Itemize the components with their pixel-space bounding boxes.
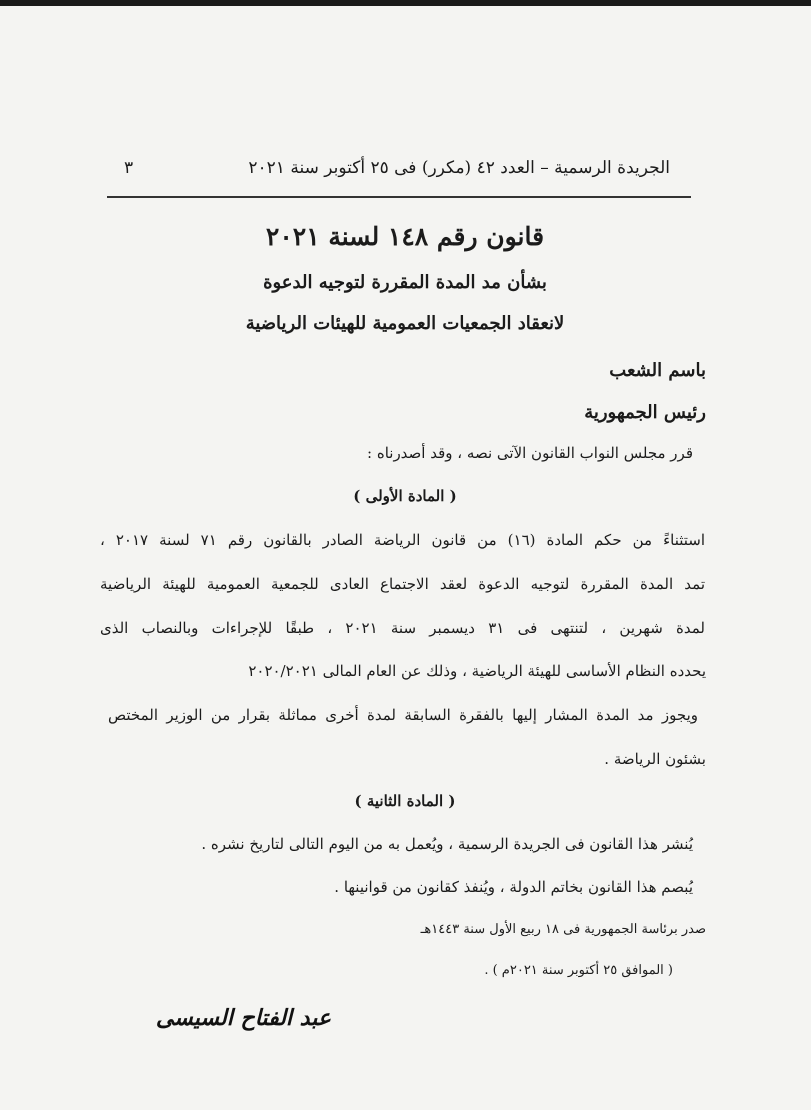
article-1-line: بشئون الرياضة . xyxy=(604,750,706,768)
issued-line: صدر برئاسة الجمهورية فى ١٨ ربيع الأول سنة ١٤٤٣هـ xyxy=(420,922,706,937)
article-1-heading: ( المادة الأولى ) xyxy=(353,487,457,505)
in-name-of-people: باسم الشعب xyxy=(609,360,706,381)
article-1-line: تمد المدة المقررة لتوجيه الدعوة لعقد الاجتماع العادى للجمعية العمومية للهيئة الرياضية xyxy=(100,575,705,593)
article-1-line: يحدده النظام الأساسى للهيئة الرياضية ، وذلك عن العام المالى ٢٠٢٠/٢٠٢١ xyxy=(248,662,706,680)
page-header xyxy=(110,156,670,186)
article-2-heading: ( المادة الثانية ) xyxy=(354,792,456,810)
page-number: ٣ xyxy=(124,158,134,178)
corresponding-date: ( الموافق ٢٥ أكتوبر سنة ٢٠٢١م ) . xyxy=(484,963,673,978)
president-heading: رئيس الجمهورية xyxy=(584,402,706,423)
article-1-line: ويجوز مد المدة المشار إليها بالفقرة السابقة لمدة أخرى مماثلة بقرار من الوزير المختص xyxy=(108,706,698,724)
article-1-line: لمدة شهرين ، لتنتهى فى ٣١ ديسمبر سنة ٢٠٢١ ، طبقًا للإجراءات وبالنصاب الذى xyxy=(100,619,705,637)
law-title: قانون رقم ١٤٨ لسنة ٢٠٢١ xyxy=(265,222,545,251)
president-signature: عبد الفتاح السيسى xyxy=(155,1005,331,1031)
law-subtitle-1: بشأن مد المدة المقررة لتوجيه الدعوة xyxy=(263,272,547,293)
running-title: الجريدة الرسمية – العدد ٤٢ (مكرر) فى ٢٥ أكتوبر سنة ٢٠٢١ xyxy=(248,158,670,178)
article-2-line: يُنشر هذا القانون فى الجريدة الرسمية ، ويُعمل به من اليوم التالى لتاريخ نشره . xyxy=(201,835,693,853)
article-1-line: استثناءً من حكم المادة (١٦) من قانون الرياضة الصادر بالقانون رقم ٧١ لسنة ٢٠١٧ ، xyxy=(100,531,706,549)
header-rule xyxy=(107,196,691,198)
article-2-line: يُبصم هذا القانون بخاتم الدولة ، ويُنفذ كقانون من قوانينها . xyxy=(334,878,693,896)
decree-line: قرر مجلس النواب القانون الآتى نصه ، وقد أصدرناه : xyxy=(367,444,693,462)
law-subtitle-2: لانعقاد الجمعيات العمومية للهيئات الرياضية xyxy=(245,313,565,334)
